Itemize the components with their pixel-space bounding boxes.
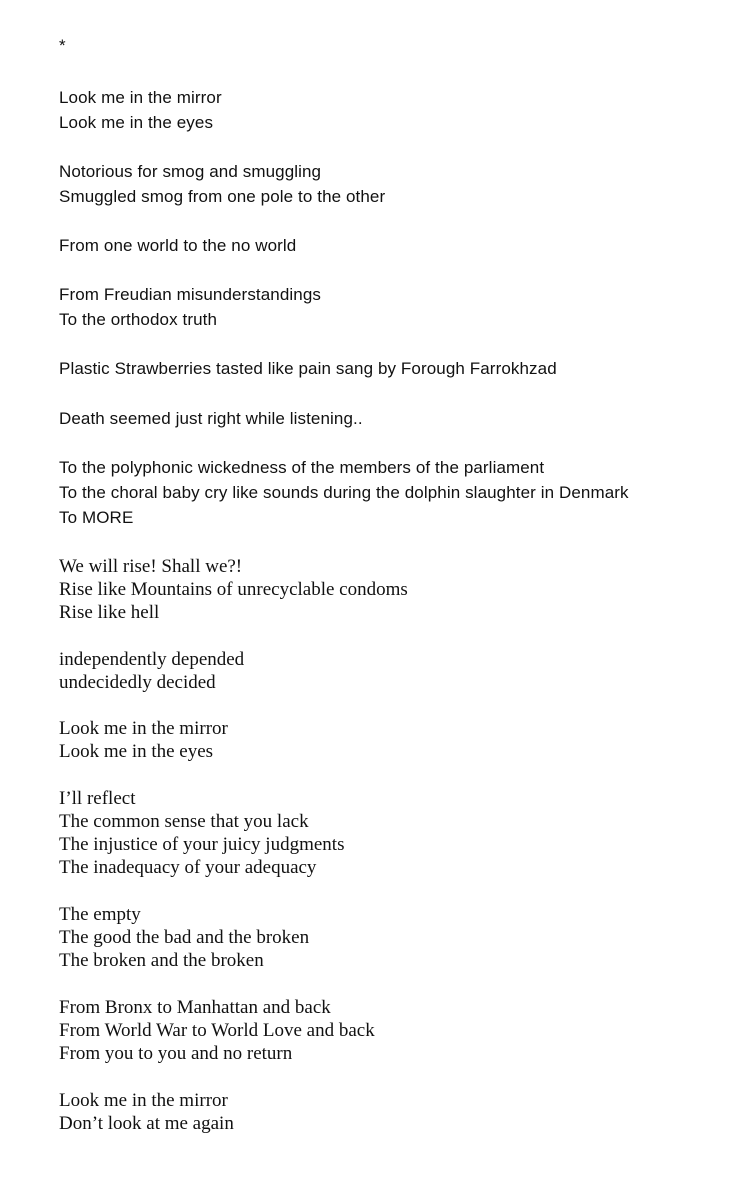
poem-line: To the orthodox truth xyxy=(59,310,218,329)
poem-line: We will rise! Shall we?! xyxy=(59,556,243,577)
poem-line: Notorious for smog and smuggling xyxy=(59,162,322,181)
poem-line: Look me in the eyes xyxy=(59,741,214,762)
poem-line: To the choral baby cry like sounds during the dolphin slaughter in Denmark xyxy=(59,483,629,502)
poem-line: Don’t look at me again xyxy=(59,1113,234,1134)
poem-line: Look me in the mirror xyxy=(59,88,222,107)
poem-line: From Freudian misunderstandings xyxy=(59,285,321,304)
poem-line: Death seemed just right while listening.. xyxy=(59,409,363,428)
poem-line: The common sense that you lack xyxy=(59,811,309,832)
poem-line: The inadequacy of your adequacy xyxy=(59,857,317,878)
poem-line: Rise like hell xyxy=(59,602,160,623)
poem-line: To the polyphonic wickedness of the members of the parliament xyxy=(59,458,545,477)
poem-line: From one world to the no world xyxy=(59,236,297,255)
poem-line: independently depended xyxy=(59,649,245,670)
poem-line: From World War to World Love and back xyxy=(59,1020,375,1041)
poem-line: Plastic Strawberries tasted like pain sang by Forough Farrokhzad xyxy=(59,359,557,378)
poem-line: Look me in the mirror xyxy=(59,718,228,739)
poem-line: The injustice of your juicy judgments xyxy=(59,834,345,855)
poem-line: Look me in the eyes xyxy=(59,113,214,132)
poem-line: Rise like Mountains of unrecyclable condoms xyxy=(59,579,408,600)
poem-line: From Bronx to Manhattan and back xyxy=(59,997,331,1018)
poem-line: undecidedly decided xyxy=(59,672,216,693)
poem-line: Look me in the mirror xyxy=(59,1090,228,1111)
poem-line: The empty xyxy=(59,904,141,925)
poem-line: Smuggled smog from one pole to the other xyxy=(59,187,386,206)
poem-line: The broken and the broken xyxy=(59,950,264,971)
section-marker: * xyxy=(59,36,66,55)
poem-line: To MORE xyxy=(59,508,134,527)
poem-line: From you to you and no return xyxy=(59,1043,293,1064)
poem-line: I’ll reflect xyxy=(59,788,136,809)
poem-line: The good the bad and the broken xyxy=(59,927,310,948)
